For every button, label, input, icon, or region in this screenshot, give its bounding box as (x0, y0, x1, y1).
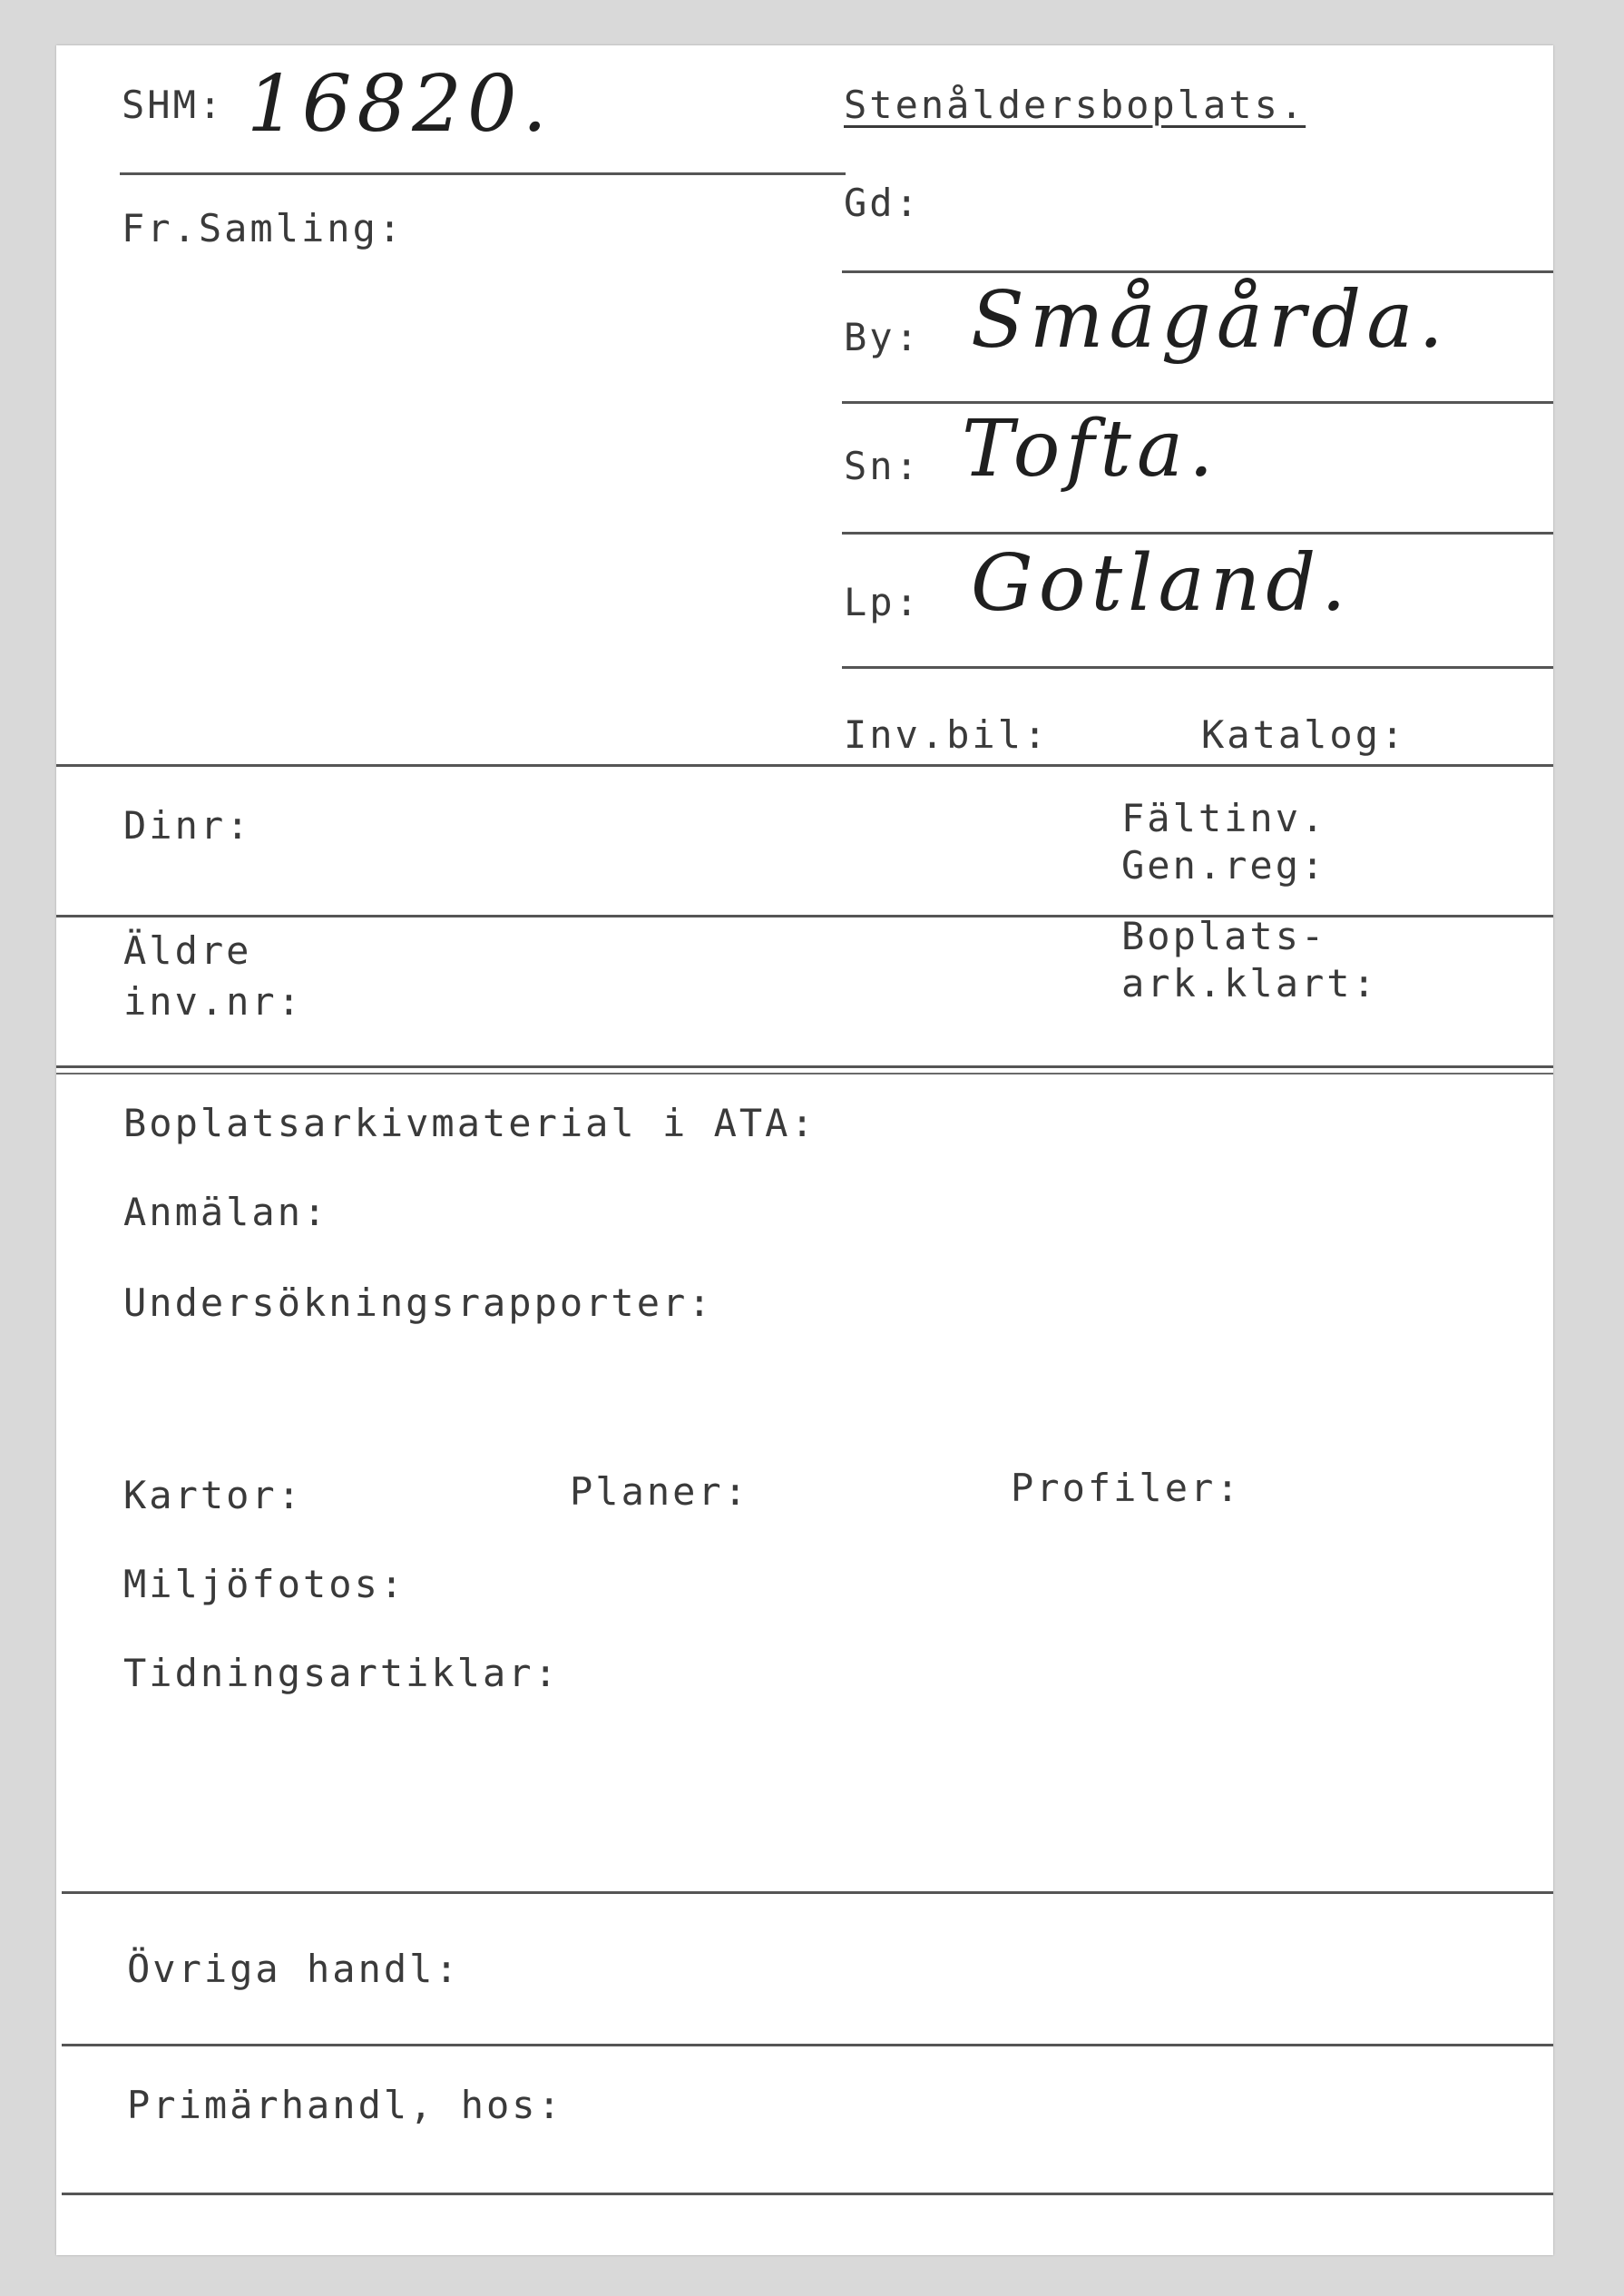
sn-value: Tofta. (962, 404, 1219, 495)
shm-number: 16820. (247, 59, 553, 150)
aldre-label-1: Äldre (123, 928, 252, 973)
primar-label: Primärhandl, hos: (127, 2083, 563, 2127)
inv-bil-label: Inv.bil: (844, 712, 1050, 757)
aldre-label-2: inv.nr: (123, 979, 304, 1024)
catalog-card (56, 45, 1553, 2255)
sn-divider (842, 532, 1553, 535)
katalog-label: Katalog: (1201, 712, 1407, 757)
gd-divider (842, 270, 1553, 273)
category-title: Stenåldersboplats. (844, 83, 1306, 127)
anmalan-label: Anmälan: (123, 1190, 329, 1234)
kartor-label: Kartor: (123, 1473, 304, 1517)
shm-label: SHM: (122, 83, 225, 127)
by-label: By: (844, 315, 921, 359)
tidningsartiklar-label: Tidningsartiklar: (123, 1651, 560, 1695)
by-value: Smågårda. (971, 275, 1449, 366)
profiler-label: Profiler: (1011, 1466, 1242, 1510)
bottom-divider (62, 2193, 1553, 2195)
lp-value: Gotland. (971, 538, 1352, 629)
lp-label: Lp: (844, 580, 921, 624)
header-divider (120, 172, 846, 175)
miljofotos-label: Miljöfotos: (123, 1562, 406, 1606)
planer-label: Planer: (570, 1469, 750, 1514)
genreg-label: Gen.reg: (1121, 843, 1327, 888)
archive-divider (62, 1891, 1553, 1894)
undersokning-label: Undersökningsrapporter: (123, 1280, 714, 1325)
registry-double-divider-bottom (56, 1073, 1553, 1074)
sn-label: Sn: (844, 444, 921, 488)
archive-heading: Boplatsarkivmaterial i ATA: (123, 1101, 817, 1145)
boplats-label-2: ark.klart: (1121, 961, 1378, 1006)
boplats-label-1: Boplats- (1121, 914, 1327, 958)
faltinv-label: Fältinv. (1121, 796, 1327, 840)
fr-samling-label: Fr.Samling: (122, 206, 405, 250)
gd-label: Gd: (844, 181, 921, 225)
dinr-divider (56, 915, 1553, 917)
dinr-label: Dinr: (123, 803, 252, 848)
lp-divider (842, 666, 1553, 669)
ovriga-label: Övriga handl: (127, 1947, 461, 1991)
upper-section-divider (56, 764, 1553, 767)
ovriga-divider (62, 2044, 1553, 2046)
registry-double-divider-top (56, 1065, 1553, 1068)
